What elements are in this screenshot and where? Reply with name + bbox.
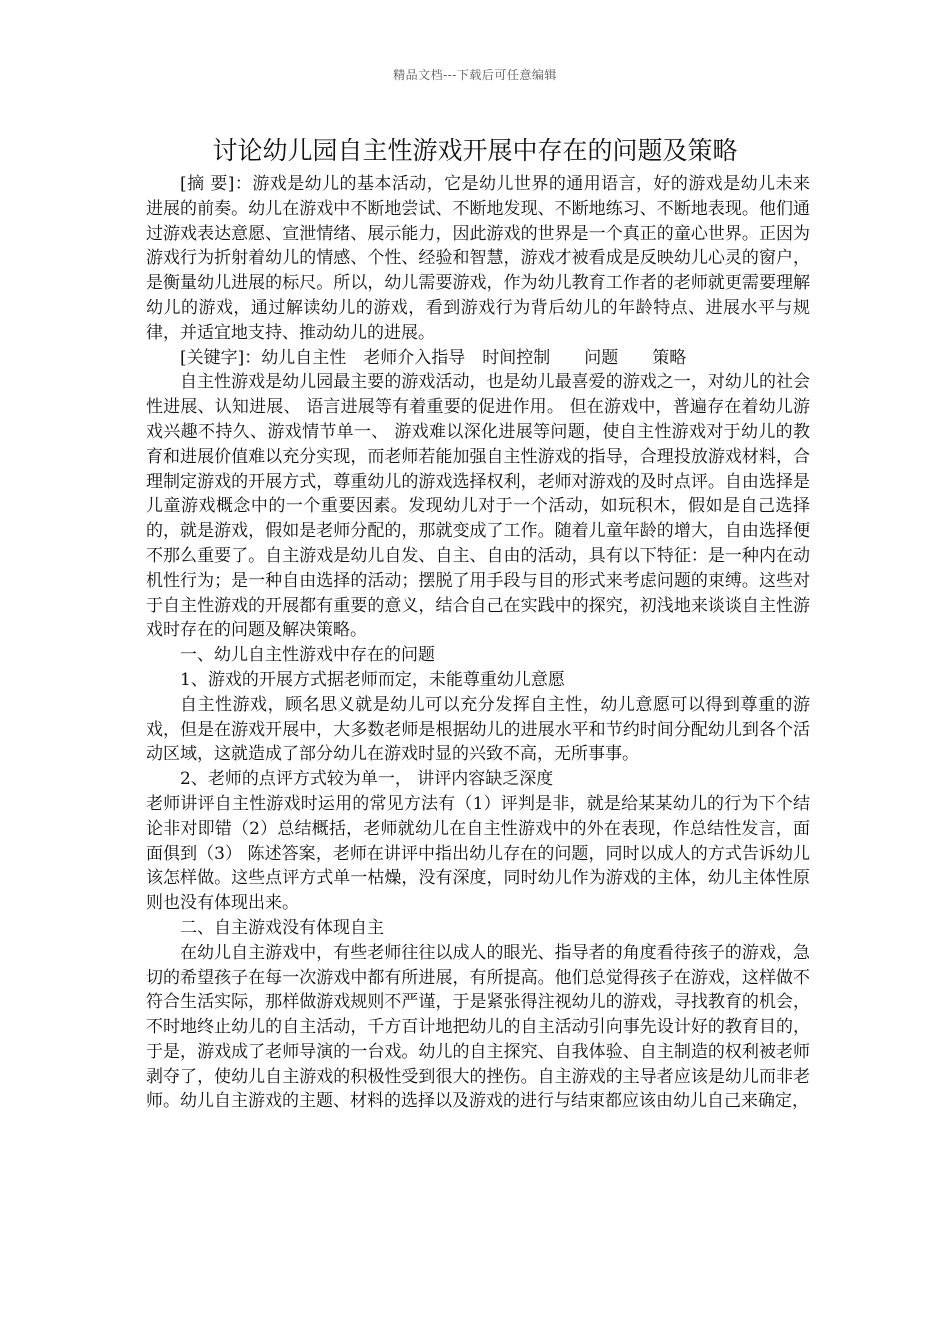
body-paragraph: 在幼儿自主游戏中，有些老师往往以成人的眼光、指导者的角度看待孩子的游戏，急切的希望孩子在每一次游戏中都有所进展，有所提高。他们总觉得孩子在游戏，这样做不符合生活实际，那样做游戏规则不严谨，于是紧张得注视幼儿的游戏，寻找教育的机会，不时地终止幼儿的自主活动，千方百计地把幼儿的自主活动引向事先设计好的教育目的，于是，游戏成了老师导演的一台戏。幼儿的自主探究、自我体验、自主制造的权利被老师剥夺了，使幼儿自主游戏的积极性受到很大的挫伤。自主游戏的主导者应该是幼儿而非老师。幼儿自主游戏的主题、材料的选择以及游戏的进行与结束都应该由幼儿自己来确定， xyxy=(146,942,810,1112)
document-body xyxy=(146,172,810,1114)
body-paragraph: 老师讲评自主性游戏时运用的常见方法有（1）评判是非，就是给某某幼儿的行为下个结论非对即错（2）总结概括，老师就幼儿在自主性游戏中的外在表现，作总结性发言，面面俱到（3） 陈述答案，老师在讲评中指出幼儿存在的问题，同时以成人的方式告诉幼儿该怎样做。这些点评方式单一枯燥，没有深度，同时幼儿作为游戏的主体，幼儿主体性原则也没有体现出来。 xyxy=(146,793,810,914)
subsection-heading-1-2: 2、老师的点评方式较为单一， 讲评内容缺乏深度 xyxy=(180,769,554,790)
page-header: 精品文档---下载后可任意编辑 xyxy=(393,68,557,82)
intro-paragraph: 自主性游戏是幼儿园最主要的游戏活动，也是幼儿最喜爱的游戏之一，对幼儿的社会性进展、认知进展、 语言进展等有着重要的促进作用。 但在游戏中，普遍存在着幼儿游戏兴趣不持久、游戏情节单一、 游戏难以深化进展等问题，使自主性游戏对于幼儿的教育和进展价值难以充分实现，而老师若能加强自主性游戏的指导，合理投放游戏材料，合理制定游戏的开展方式，尊重幼儿的游戏选择权利，老师对游戏的及时点评。自由选择是儿童游戏概念中的一个重要因素。发现幼儿对于一个活动，如玩积木，假如是自己选择的，就是游戏，假如是老师分配的，那就变成了工作。随着儿童年龄的增大，自由选择便不那么重要了。自主游戏是幼儿自发、自主、自由的活动，具有以下特征：是一种内在动机性行为；是一种自由选择的活动；摆脱了用手段与目的形式来考虑问题的束缚。这些对于自主性游戏的开展都有重要的意义，结合自己在实践中的探究，初浅地来谈谈自主性游戏时存在的问题及解决策略。 xyxy=(146,372,810,641)
abstract-paragraph: [摘 要]：游戏是幼儿的基本活动，它是幼儿世界的通用语言，好的游戏是幼儿未来进展的前奏。幼儿在游戏中不断地尝试、不断地发现、不断地练习、不断地表现。他们通过游戏表达意愿、宣泄情绪、展示能力，因此游戏的世界是一个真正的童心世界。正因为游戏行为折射着幼儿的情感、个性、经验和智慧，游戏才被看成是反映幼儿心灵的窗户，是衡量幼儿进展的标尺。所以，幼儿需要游戏，作为幼儿教育工作者的老师就更需要理解幼儿的游戏，通过解读幼儿的游戏，看到游戏行为背后幼儿的年龄特点、进展水平与规律，并适宜地支持、推动幼儿的进展。 xyxy=(146,174,810,343)
section-heading-2: 二、自主游戏没有体现自主 xyxy=(180,917,384,938)
body-paragraph: 自主性游戏，顾名思义就是幼儿可以充分发挥自主性，幼儿意愿可以得到尊重的游戏，但是在游戏开展中，大多数老师是根据幼儿的进展水平和节约时间分配幼儿到各个活动区域，这就造成了部分幼儿在游戏时显的兴致不高，无所事事。 xyxy=(146,694,810,765)
document-title: 讨论幼儿园自主性游戏开展中存在的问题及策略 xyxy=(212,136,738,165)
subsection-heading-1-1: 1、游戏的开展方式据老师而定，未能尊重幼儿意愿 xyxy=(180,669,565,690)
section-heading-1: 一、幼儿自主性游戏中存在的问题 xyxy=(180,645,435,666)
keywords-paragraph: [关键字]：幼儿自主性 老师介入指导 时间控制 问题 策略 xyxy=(180,347,687,368)
